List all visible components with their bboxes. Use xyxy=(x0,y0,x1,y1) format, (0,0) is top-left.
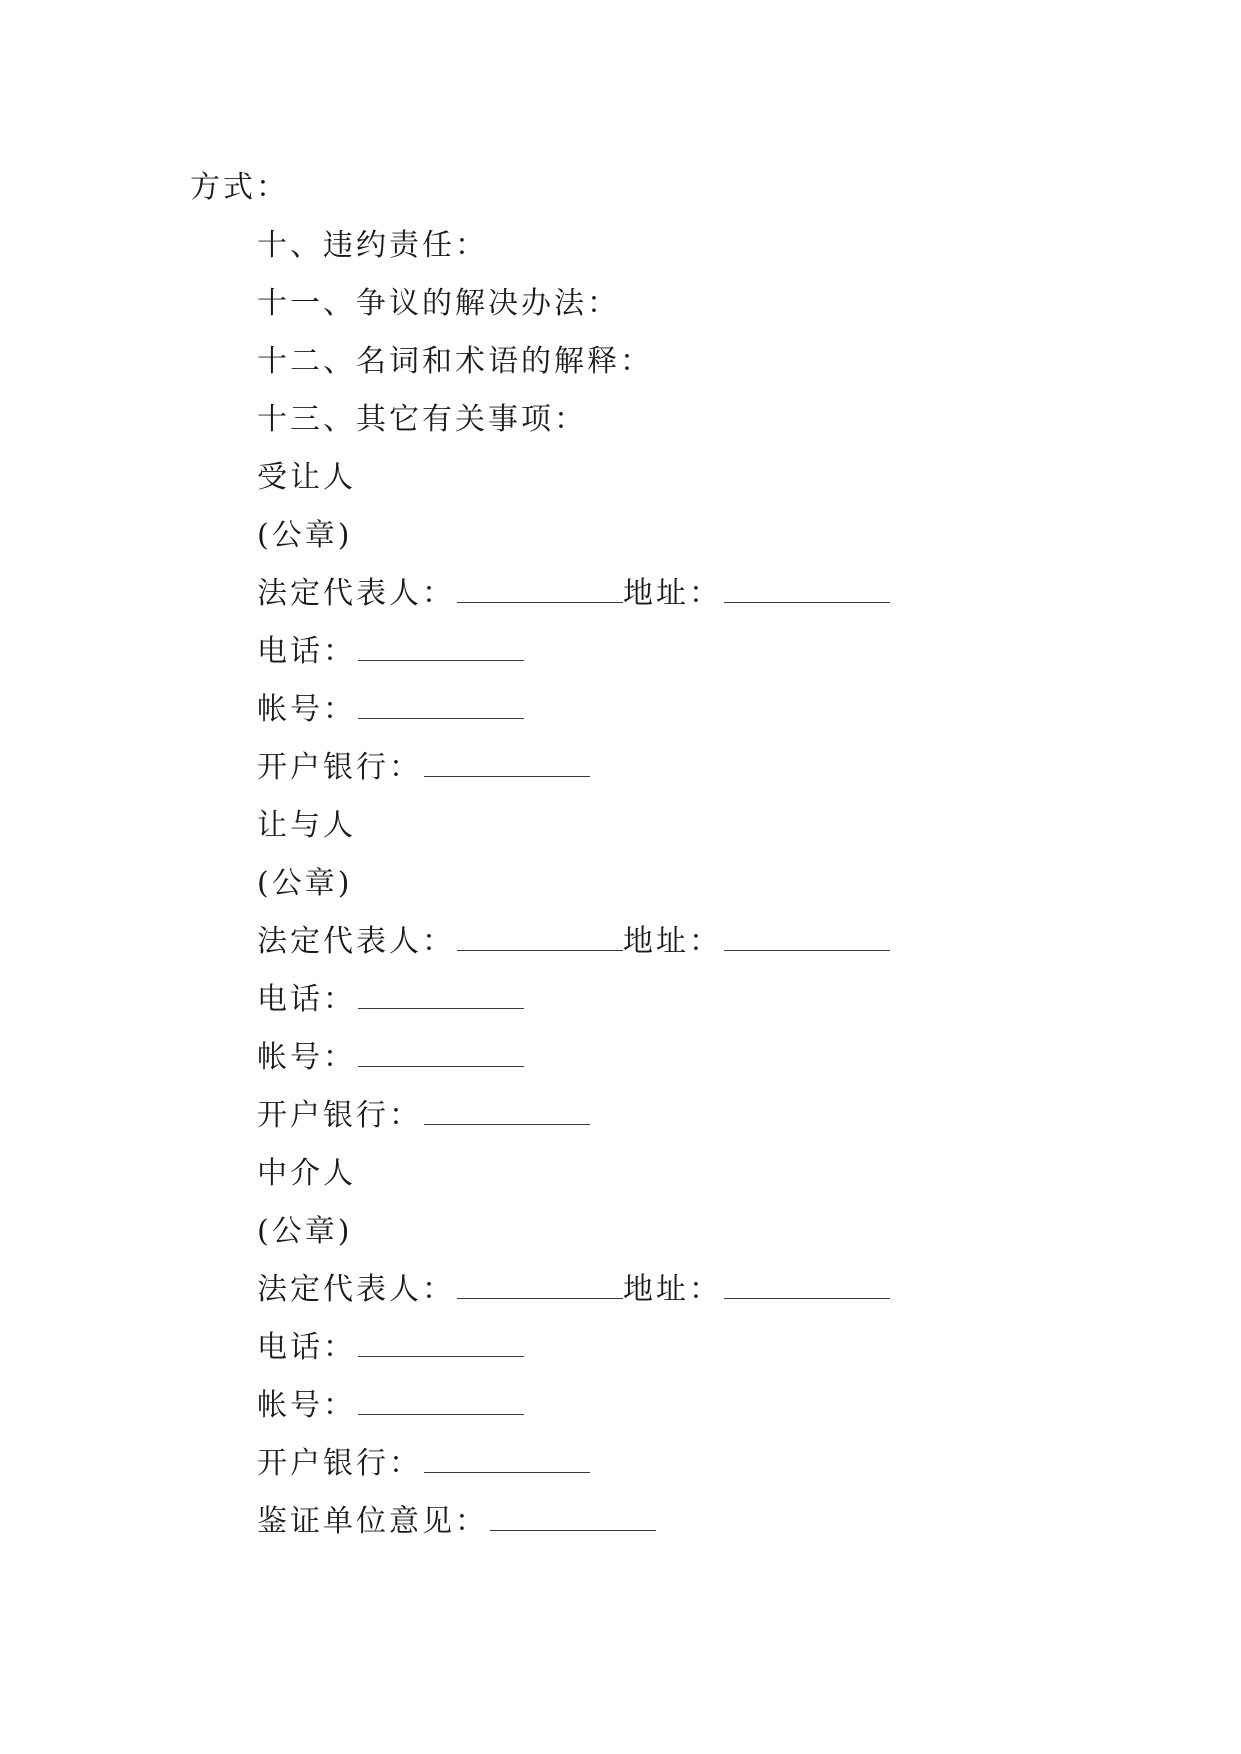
party-transferee-account-row xyxy=(257,690,524,730)
bank-label: 开户银行： xyxy=(257,750,422,785)
account-label: 帐号： xyxy=(257,1040,356,1075)
party-transferee-bank-row xyxy=(257,748,590,788)
party-intermediary-rep-row xyxy=(257,1270,890,1310)
account-label: 帐号： xyxy=(257,692,356,727)
party-transferor-role: 让与人 xyxy=(257,808,356,843)
party-transferee-phone-row xyxy=(257,632,524,672)
party-transferor-rep-row xyxy=(257,922,890,962)
bank-blank[interactable] xyxy=(424,1444,590,1473)
rep-blank[interactable] xyxy=(457,922,623,951)
verification-label: 鉴证单位意见： xyxy=(257,1504,488,1539)
party-intermediary-bank-row xyxy=(257,1444,590,1484)
party-transferee-role: 受让人 xyxy=(257,460,356,495)
rep-label: 法定代表人： xyxy=(257,1272,455,1307)
phone-blank[interactable] xyxy=(358,1328,524,1357)
address-blank[interactable] xyxy=(724,1270,890,1299)
clause-13: 十三、其它有关事项： xyxy=(257,402,587,437)
account-blank[interactable] xyxy=(358,690,524,719)
rep-label: 法定代表人： xyxy=(257,924,455,959)
account-blank[interactable] xyxy=(358,1038,524,1067)
party-transferor-bank-row xyxy=(257,1096,590,1136)
intro-text: 方式： xyxy=(190,170,289,205)
party-intermediary-account-row xyxy=(257,1386,524,1426)
account-label: 帐号： xyxy=(257,1388,356,1423)
clause-10: 十、违约责任： xyxy=(257,228,488,263)
rep-blank[interactable] xyxy=(457,574,623,603)
party-transferee-seal: (公章) xyxy=(257,518,353,553)
party-transferor-phone-row xyxy=(257,980,524,1020)
party-transferor-account-row xyxy=(257,1038,524,1078)
phone-blank[interactable] xyxy=(358,980,524,1009)
account-blank[interactable] xyxy=(358,1386,524,1415)
address-blank[interactable] xyxy=(724,922,890,951)
party-transferor-seal: (公章) xyxy=(257,866,353,901)
party-intermediary-phone-row xyxy=(257,1328,524,1368)
address-label: 地址： xyxy=(623,1272,722,1307)
bank-blank[interactable] xyxy=(424,748,590,777)
clause-12: 十二、名词和术语的解释： xyxy=(257,344,653,379)
rep-blank[interactable] xyxy=(457,1270,623,1299)
phone-label: 电话： xyxy=(257,634,356,669)
verification-blank[interactable] xyxy=(490,1502,656,1531)
party-intermediary-seal: (公章) xyxy=(257,1214,353,1249)
phone-label: 电话： xyxy=(257,982,356,1017)
bank-blank[interactable] xyxy=(424,1096,590,1125)
verification-row xyxy=(257,1502,656,1542)
bank-label: 开户银行： xyxy=(257,1098,422,1133)
party-transferee-rep-row xyxy=(257,574,890,614)
rep-label: 法定代表人： xyxy=(257,576,455,611)
address-blank[interactable] xyxy=(724,574,890,603)
phone-blank[interactable] xyxy=(358,632,524,661)
party-intermediary-role: 中介人 xyxy=(257,1156,356,1191)
address-label: 地址： xyxy=(623,924,722,959)
phone-label: 电话： xyxy=(257,1330,356,1365)
address-label: 地址： xyxy=(623,576,722,611)
bank-label: 开户银行： xyxy=(257,1446,422,1481)
clause-11: 十一、争议的解决办法： xyxy=(257,286,620,321)
